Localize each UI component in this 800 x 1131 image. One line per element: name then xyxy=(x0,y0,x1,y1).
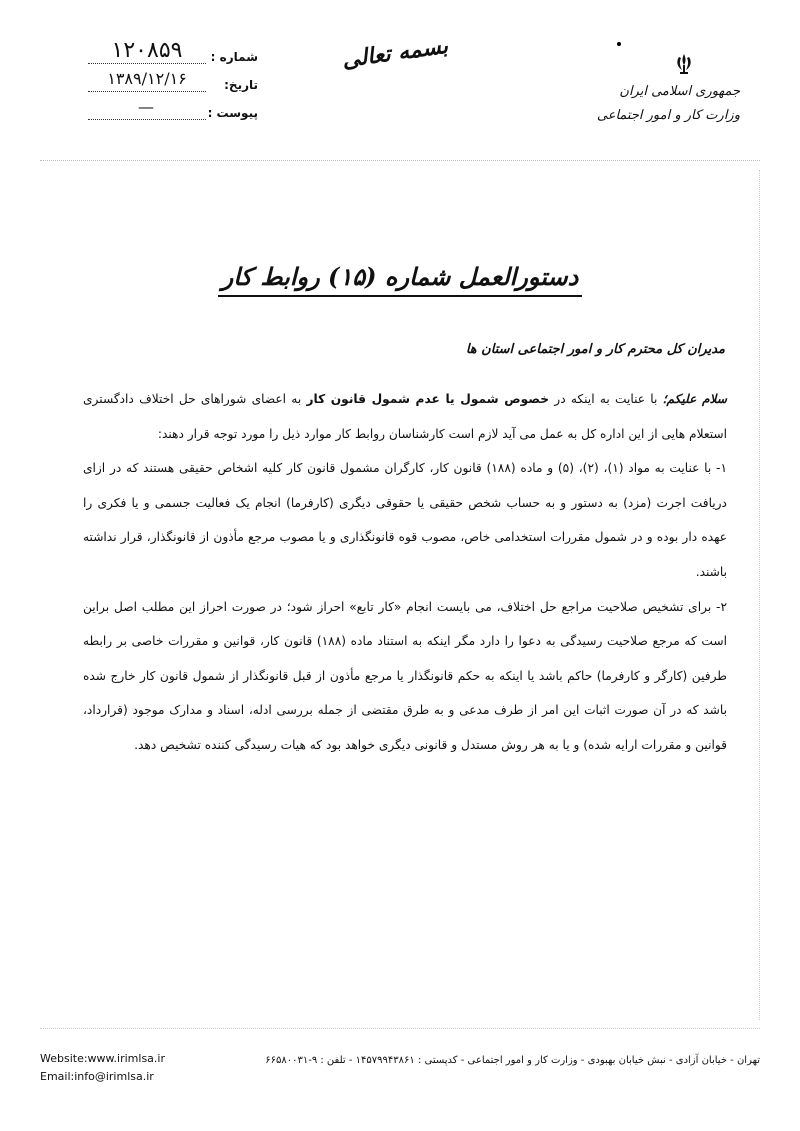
invocation: بسمه تعالی xyxy=(340,32,450,74)
footer xyxy=(40,1046,760,1086)
footer-contact xyxy=(40,1050,165,1086)
document-title xyxy=(0,262,800,291)
ministry-line-2: وزارت کار و امور اجتماعی xyxy=(596,108,740,123)
date-value: ۱۳۸۹/۱۲/۱۶ xyxy=(88,68,206,92)
intro-pre: با عنایت به اینکه در xyxy=(549,392,663,406)
letter-meta xyxy=(58,36,258,120)
website-link[interactable]: Website:www.irimlsa.ir xyxy=(40,1052,165,1065)
footer-divider xyxy=(40,1028,760,1029)
page-edge-line xyxy=(759,170,760,1020)
dot-mark xyxy=(617,42,621,46)
item-1: ۱- با عنایت به مواد (۱)، (۲)، (۵) و ماده (۱۸۸) قانون کار، کارگران مشمول قانون کار کلیه اشخاص حقیقی هستند که در ازای دریافت اجرت (مزد) به دستور و به حساب شخص حقیقی یا حقوقی دیگری (کارفرما) انجام یک فعالیت جسمی و یا فکری را عهده دار بوده و در شمول مقررات استخدامی خاص، مصوب قوه قانونگذاری و یا مصوب مرجع مأذون از قانونگذار، قرار نداشته باشند. xyxy=(83,461,727,579)
attachment-row xyxy=(58,92,258,120)
email-link[interactable]: Email:info@irimlsa.ir xyxy=(40,1070,154,1083)
item-2: ۲- برای تشخیص صلاحیت مراجع حل اختلاف، می بایست انجام «کار تابع» احراز شود؛ در صورت احراز این مطلب اصل براین است که مرجع صلاحیت رسیدگی به دعوا را دارد مگر اینکه به استناد ماده (۱۸۸) قانون کار، قوانین و مقررات خاصی بر رابطه طرفین (کارگر و کارفرما) حاکم باشد یا اینکه به حکم قانونگذار یا مرجع مأذون از قبل قانونگذار از شمول قانون کار خارج شده باشد که در آن صورت اثبات این امر از طرف مدعی و به طرق مقتضی از جمله بررسی ادله، اسناد و مدارک موجود (قرارداد، قوانین و مقررات ارایه شده) و یا به هر روش مستدل و قانونی دیگری خواهد بود که هیات رسیدگی کننده تشخیص دهد. xyxy=(83,599,727,752)
ministry-name xyxy=(560,80,740,128)
ministry-line-1: جمهوری اسلامی ایران xyxy=(619,84,740,99)
date-row xyxy=(58,64,258,92)
addressee: مدیران کل محترم کار و امور اجتماعی استان ها xyxy=(465,342,725,357)
number-row xyxy=(58,36,258,64)
number-value: ۱۲۰۸۵۹ xyxy=(88,40,206,64)
intro-bold: خصوص شمول یا عدم شمول قانون کار xyxy=(306,392,550,406)
number-label: شماره : xyxy=(210,50,258,64)
attachment-value: — xyxy=(88,96,206,120)
iran-emblem-icon xyxy=(672,52,696,76)
letter-body xyxy=(83,382,727,763)
attachment-label: پیوست : xyxy=(207,106,258,120)
greeting: سلام علیکم؛ xyxy=(662,392,727,406)
footer-address: تهران - خیابان آزادی - نبش خیابان بهبودی - وزارت کار و امور اجتماعی - کدپستی : ۱۴۵۷۹۹۴۳۸۶۱ - تلفن : ۹-۶۶۵۸۰۰۳۱ xyxy=(265,1055,760,1066)
document-title-text: دستورالعمل شماره (۱۵) روابط کار xyxy=(218,262,583,297)
date-label: تاریخ: xyxy=(224,78,258,92)
header-divider xyxy=(40,160,760,161)
intro-post: به اعضای شوراهای حل اختلاف دادگستری استعلام هایی از این اداره کل به عمل می آید لازم است کارشناسان روابط کار موارد ذیل را مورد توجه قرار دهند: xyxy=(83,392,727,441)
intro-paragraph xyxy=(83,382,727,451)
